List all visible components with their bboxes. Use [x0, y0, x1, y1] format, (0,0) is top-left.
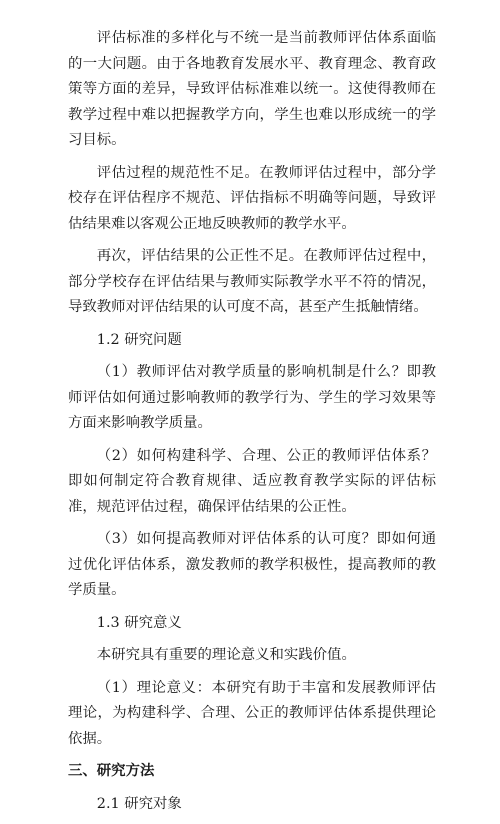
section-heading-research-questions: 1.2 研究问题 — [96, 331, 182, 348]
chapter-heading-research-methods: 三、研究方法 — [68, 763, 155, 779]
paragraph-significance-intro: 本研究具有重要的理论意义和实践价值。 — [96, 647, 356, 663]
section-heading-research-significance: 1.3 研究意义 — [96, 614, 182, 631]
document-body — [68, 26, 436, 824]
research-question-2: （2）如何构建科学、合理、公正的教师评估体系？即如何制定符合教育规律、适应教育教学实际的评估标准，规范评估过程，确保评估结果的公正性。 — [68, 447, 436, 515]
research-question-3: （3）如何提高教师对评估体系的认可度？即如何通过优化评估体系，激发教师的教学积极性，提高教师的教学质量。 — [68, 531, 436, 598]
paragraph-evaluation-standards: 评估标准的多样化与不统一是当前教师评估体系面临的一大问题。由于各地教育发展水平、教育理念、教育政策等方面的差异，导致评估标准难以统一。这使得教师在教学过程中难以把握教学方向，学生也难以形成统一的学习目标。 — [68, 30, 436, 148]
paragraph-evaluation-fairness: 再次，评估结果的公正性不足。在教师评估过程中，部分学校存在评估结果与教师实际教学水平不符的情况，导致教师对评估结果的认可度不高，甚至产生抵触情绪。 — [68, 248, 436, 315]
research-question-1: （1）教师评估对教学质量的影响机制是什么？即教师评估如何通过影响教师的教学行为、学生的学习效果等方面来影响教学质量。 — [68, 364, 436, 431]
paragraph-evaluation-process: 评估过程的规范性不足。在教师评估过程中，部分学校存在评估程序不规范、评估指标不明确等问题，导致评估结果难以客观公正地反映教师的教学水平。 — [68, 164, 436, 232]
paragraph-theoretical-significance: （1）理论意义：本研究有助于丰富和发展教师评估理论，为构建科学、合理、公正的教师评估体系提供理论依据。 — [68, 679, 436, 747]
section-heading-research-subjects: 2.1 研究对象 — [96, 795, 182, 812]
